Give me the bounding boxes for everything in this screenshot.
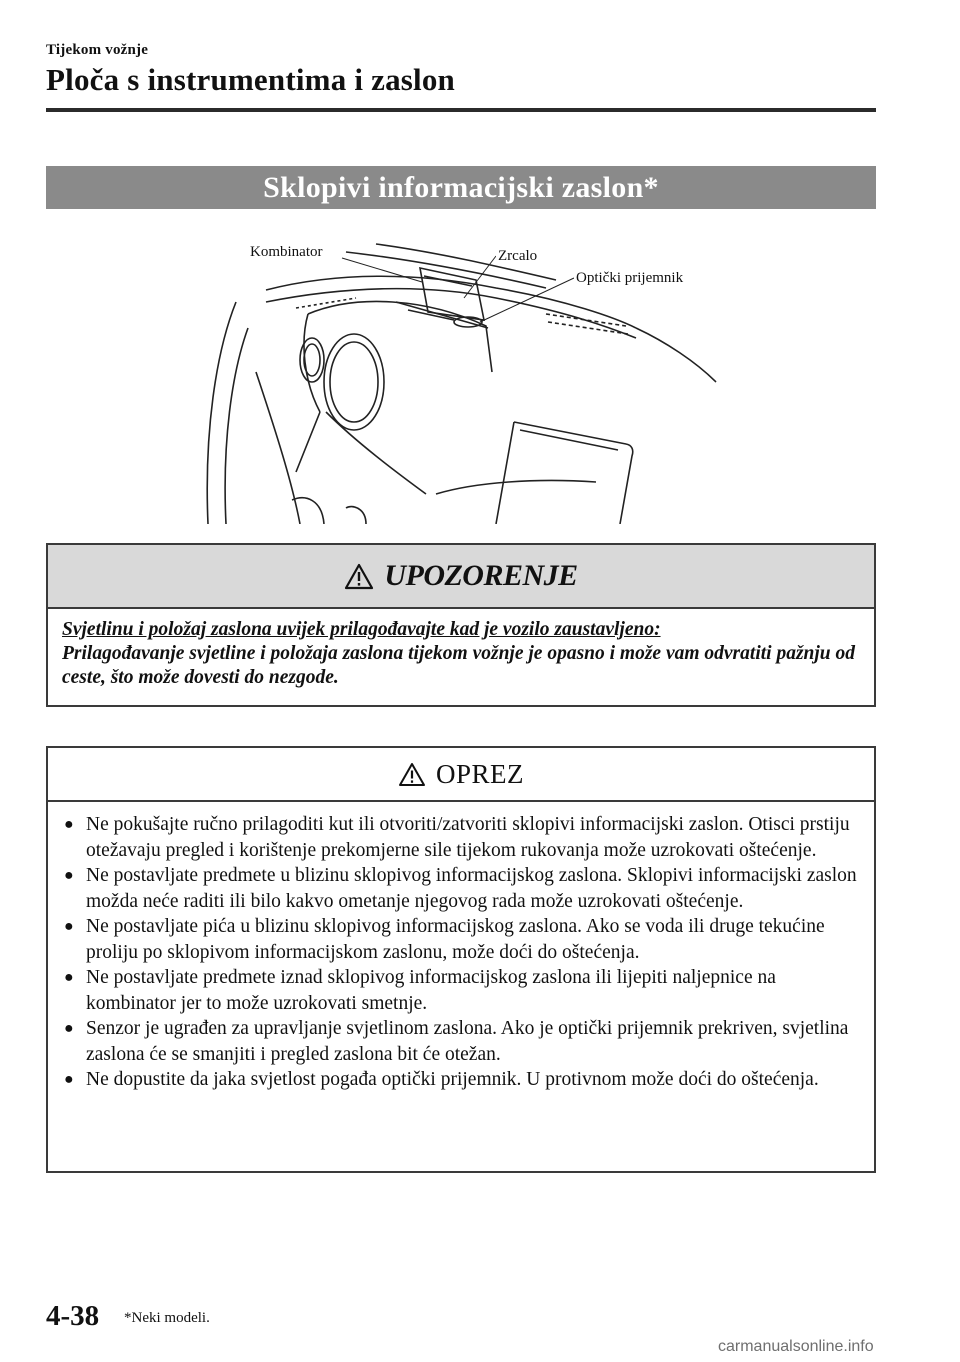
warning-header	[48, 545, 874, 609]
caution-item: ● Ne postavljate pića u blizinu sklopivog informacijskog zaslona. Ako se voda ili druge tekućine proliju po sklopivom informacijskom zaslonu, može doći do oštećenja.	[64, 916, 825, 963]
bullet-icon: ●	[64, 969, 74, 986]
warning-triangle-icon	[344, 563, 374, 590]
caution-label: OPREZ	[435, 758, 524, 789]
caution-item: ● Ne postavljate predmete iznad sklopivog informacijskog zaslona ili lijepiti naljepnice na kombinator jer to može uzrokovati smetnje.	[64, 967, 776, 1014]
caution-item: ● Senzor je ugrađen za upravljanje svjetlinom zaslona. Ako je optički prijemnik prekriven, svjetlina zaslona će se smanjiti i pregled zaslona bit će otežan.	[64, 1018, 849, 1065]
bullet-icon: ●	[64, 918, 74, 935]
watermark: carmanualsonline.info	[718, 1338, 874, 1355]
callout-kombinator: Kombinator	[250, 244, 323, 260]
warning-body	[48, 609, 874, 690]
warning-text: Prilagođavanje svjetline i položaja zaslona tijekom vožnje je opasno i može vam odvratiti pažnju od ceste, što može dovesti do nezgode.	[62, 643, 856, 688]
caution-item: ● Ne pokušajte ručno prilagoditi kut ili otvoriti/zatvoriti sklopivi informacijski zaslon. Otisci prstiju otežavaju pregled i korištenje prekomjerne sile tijekom rukovanja može uzrokovati oštećenje.	[64, 814, 850, 861]
dashboard-illustration	[196, 232, 736, 524]
page-number: 4-38	[46, 1300, 100, 1332]
caution-item: ● Ne dopustite da jaka svjetlost pogađa optički prijemnik. U protivnom može doći do oštećenja.	[62, 1067, 862, 1093]
warning-label: UPOZORENJE	[384, 559, 578, 592]
caution-header	[48, 748, 874, 802]
caution-box	[46, 746, 876, 1173]
callout-opticki-prijemnik: Optički prijemnik	[576, 270, 684, 286]
topic-bar	[46, 166, 876, 209]
warning-box	[46, 543, 876, 707]
caution-triangle-icon	[398, 762, 426, 787]
warning-lead: Svjetlinu i položaj zaslona uvijek prilagođavajte kad je vozilo zaustavljeno:	[62, 619, 661, 640]
callout-zrcalo: Zrcalo	[498, 248, 538, 264]
bullet-icon: ●	[64, 1020, 74, 1037]
section-label: Tijekom vožnje	[46, 42, 149, 58]
chapter-title: Ploča s instrumentima i zaslon	[46, 62, 455, 97]
bullet-icon: ●	[64, 1071, 74, 1088]
bullet-icon: ●	[64, 816, 74, 833]
caution-list	[48, 802, 874, 1093]
topic-title: Sklopivi informacijski zaslon*	[263, 170, 659, 204]
title-rule	[46, 108, 876, 112]
bullet-icon: ●	[64, 867, 74, 884]
caution-item: ● Ne postavljate predmete u blizinu sklopivog informacijskog zaslona. Sklopivi informacijski zaslon možda neće raditi ili bilo kakvo ometanje njegovog rada može uzrokovati oštećenje.	[64, 865, 857, 912]
footnote: *Neki modeli.	[124, 1310, 210, 1326]
